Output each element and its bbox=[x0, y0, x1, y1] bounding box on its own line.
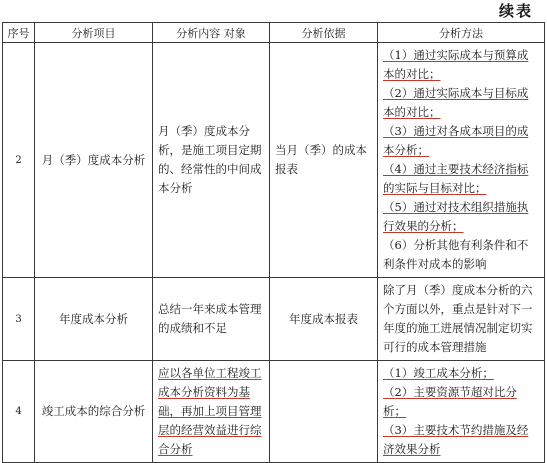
analysis-basis: 当月（季）的成本报表 bbox=[270, 43, 378, 278]
method-item: （3）通过对各成本项目的成本分析； bbox=[383, 124, 529, 157]
method-item: （4）通过主要技术经济指标的实际与目标对比； bbox=[383, 162, 529, 195]
analysis-item: 竣工成本的综合分析 bbox=[35, 361, 153, 463]
table-row bbox=[3, 361, 545, 463]
row-number: 2 bbox=[3, 43, 35, 278]
table-row bbox=[3, 278, 545, 361]
analysis-basis bbox=[270, 361, 378, 463]
analysis-item: 月（季）度成本分析 bbox=[35, 43, 153, 278]
analysis-content: 总结一年来成本管理的成绩和不足 bbox=[153, 278, 270, 361]
method-item: （1）通过实际成本与预算成本的对比； bbox=[383, 48, 529, 81]
header-method: 分析方法 bbox=[378, 23, 545, 43]
analysis-item: 年度成本分析 bbox=[35, 278, 153, 361]
header-no: 序号 bbox=[3, 23, 35, 43]
method-item: （5）通过对技术组织措施执行效果的分析； bbox=[383, 200, 529, 233]
analysis-methods: 除了月（季）度成本分析的六个方面以外，重点是针对下一年度的施工进展情况制定切实可行的成本管理措施 bbox=[378, 278, 545, 361]
method-item: （3）主要技术节约措施及经济效果分析 bbox=[383, 423, 529, 456]
cost-analysis-table bbox=[2, 22, 545, 463]
table-header-row bbox=[3, 23, 545, 43]
analysis-methods bbox=[378, 361, 545, 463]
method-item: （6）分析其他有利条件和不利条件对成本的影响 bbox=[383, 238, 529, 271]
analysis-basis: 年度成本报表 bbox=[270, 278, 378, 361]
analysis-content: 月（季）度成本分析，是施工项目定期的、经常性的中间成本分析 bbox=[153, 43, 270, 278]
row-number: 4 bbox=[3, 361, 35, 463]
header-basis: 分析依据 bbox=[270, 23, 378, 43]
method-item: （2）主要资源节超对比分析； bbox=[383, 385, 517, 418]
analysis-content: 应以各单位工程竣工成本分析资料为基础，再加上项目管理层的经营效益进行综合分析 bbox=[153, 361, 270, 463]
row-number: 3 bbox=[3, 278, 35, 361]
continued-label: 续表 bbox=[498, 2, 533, 20]
method-item: （2）通过实际成本与目标成本的对比； bbox=[383, 86, 529, 119]
header-item: 分析项目 bbox=[35, 23, 153, 43]
analysis-methods bbox=[378, 43, 545, 278]
header-content: 分析内容 对象 bbox=[153, 23, 270, 43]
method-item: （1）竣工成本分析； bbox=[383, 366, 494, 380]
table-row bbox=[3, 43, 545, 278]
